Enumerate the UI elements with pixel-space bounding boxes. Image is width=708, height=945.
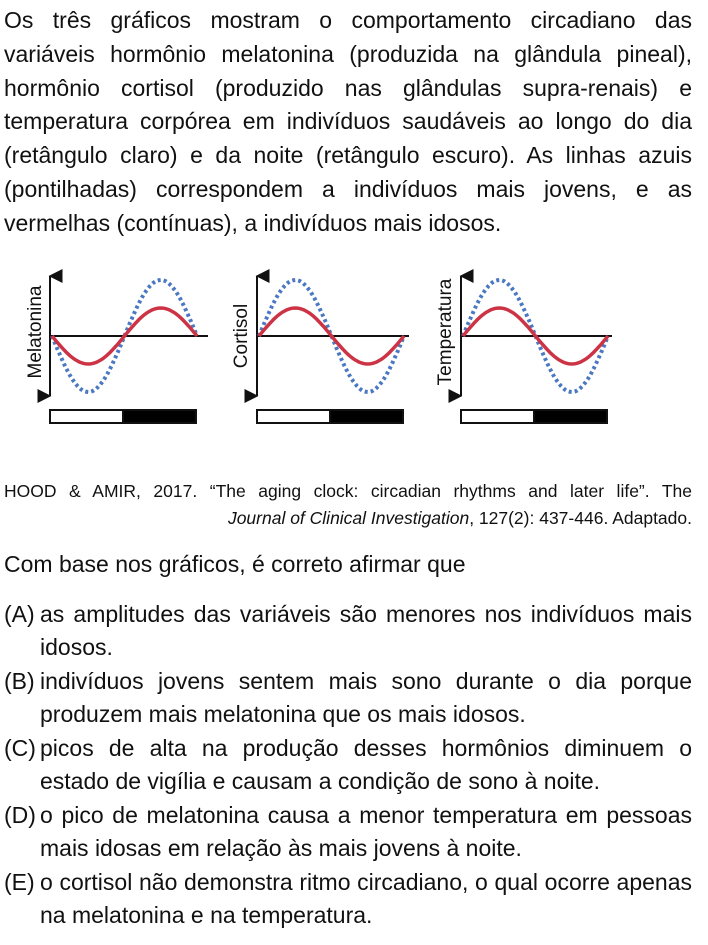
graph-ylabel: Melatonina (25, 285, 46, 379)
day-bar (50, 410, 123, 423)
day-bar (461, 410, 534, 423)
night-bar (123, 410, 196, 423)
option-c[interactable] (4, 732, 692, 797)
option-text: o pico de melatonina causa a menor temperatura em pessoas mais idosas em relação às mais jovens à noite. (40, 802, 692, 861)
option-e[interactable] (4, 866, 692, 931)
intro-paragraph: Os três gráficos mostram o comportamento circadiano das variáveis hormônio melatonina (produzida na glândula pineal), hormônio cortisol (produzido nas glândulas supra-renais) e temperatura corpórea em indivíduos saudáveis ao longo do dia (retângulo claro) e da noite (retângulo escuro). As linhas azuis (pontilhadas) correspondem a indivíduos mais jovens, e as vermelhas (contínuas), a indivíduos mais idosos. (4, 7, 692, 236)
option-a[interactable] (4, 598, 692, 663)
night-bar (534, 410, 607, 423)
option-text: as amplitudes das variáveis são menores nos indivíduos mais idosos. (40, 601, 692, 660)
journal-name: Journal of Clinical Investigation (227, 508, 470, 528)
circadian-figure (0, 262, 708, 432)
citation-rest: , 127(2): 437-446. Adaptado. (469, 508, 692, 528)
option-text: picos de alta na produção desses hormônios diminuem o estado de vigília e causam a condição de sono à noite. (40, 735, 692, 794)
option-label: (D) (4, 802, 36, 828)
option-label: (C) (4, 735, 36, 761)
citation-line2 (4, 505, 692, 532)
graph-melatonina (25, 276, 208, 423)
option-label: (A) (4, 601, 35, 627)
option-label: (E) (4, 869, 35, 895)
day-bar (257, 410, 330, 423)
option-d[interactable] (4, 799, 692, 864)
option-label: (B) (4, 668, 35, 694)
option-b[interactable] (4, 665, 692, 730)
graph-ylabel: Cortisol (231, 303, 252, 369)
question-stem: Com base nos gráficos, é correto afirmar que (4, 551, 466, 577)
graph-ylabel: Temperatura (435, 278, 456, 386)
graph-temperatura (435, 276, 612, 423)
answer-options (4, 598, 692, 933)
citation-line1: HOOD & AMIR, 2017. “The aging clock: circadian rhythms and later life”. The (4, 481, 692, 501)
option-text: indivíduos jovens sentem mais sono durante o dia porque produzem mais melatonina que os mais idosos. (40, 668, 692, 727)
option-text: o cortisol não demonstra ritmo circadiano, o qual ocorre apenas na melatonina e na temperatura. (40, 869, 692, 928)
graph-cortisol (231, 276, 409, 423)
night-bar (330, 410, 403, 423)
citation (4, 478, 692, 532)
